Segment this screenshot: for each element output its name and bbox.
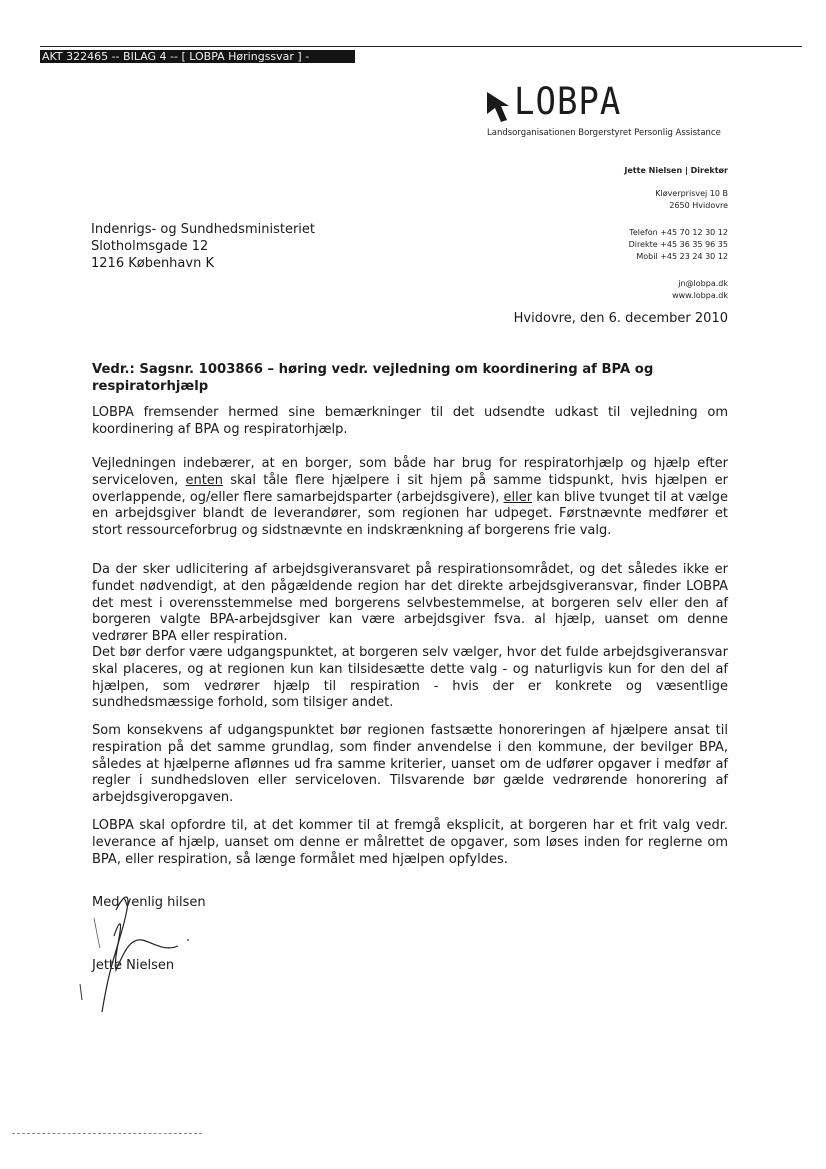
recipient-line-2: Slotholmsgade 12 (91, 239, 209, 254)
paragraph-6: LOBPA skal opfordre til, at det kommer til at fremgå eksplicit, at borgeren har et frit valg vedr. leverance af hjælp, uanset om denne er målrettet de opgaver, som løses inden for reglerne om BPA, eller respiration, så længe formålet med hjælpen opfyldes. (92, 818, 728, 867)
document-header-tag: AKT 322465 -- BILAG 4 -- [ LOBPA Høringssvar ] - (40, 50, 355, 63)
paragraph-2-part-a: Vejledningen indebærer, at en borger, som både har brug for respiratorhjælp og hjælp efter serviceloven, (92, 456, 728, 488)
sender-mobile: Mobil +45 23 24 30 12 (636, 252, 728, 261)
paragraph-2-part-b: skal tåle flere hjælpere i sit hjem på samme tidspunkt, hvis hjælpen er overlappende, og/eller flere samarbejdsparter (arbejdsgivere), (92, 472, 729, 505)
bottom-scan-line (12, 1133, 202, 1134)
sender-web[interactable]: www.lobpa.dk (672, 291, 728, 300)
sender-phone: Telefon +45 70 12 30 12 (629, 228, 728, 237)
logo-arrow-icon (487, 92, 511, 122)
paragraph-2 (92, 456, 728, 540)
paragraph-4: Det bør derfor være udgangspunktet, at borgeren selv vælger, hvor det fulde arbejdsgiveransvar skal placeres, og at regionen kun kan tilsidesætte dette valg - og naturligvis kun for den del af hjælpen, som vedrører hjælp til respiration - hvis der er konkrete og væsentlige sundhedsmæssige forhold, som tilsiger andet. (92, 645, 728, 711)
paragraph-2-emphasis-eller: eller (503, 489, 533, 505)
top-rule (40, 46, 802, 47)
signer-name: Jette Nielsen (92, 958, 175, 973)
sender-email[interactable]: jn@lobpa.dk (678, 279, 728, 288)
paragraph-1: LOBPA fremsender hermed sine bemærkninger til det udsendte udkast til vejledning om koordinering af BPA og respiratorhjælp. (92, 405, 728, 437)
sender-name-title: Jette Nielsen | Direktør (624, 166, 728, 175)
subject-line: Vedr.: Sagsnr. 1003866 – høring vedr. vejledning om koordinering af BPA og respiratorhjælp (92, 362, 654, 394)
recipient-line-3: 1216 København K (91, 256, 214, 271)
paragraph-3: Da der sker udlicitering af arbejdsgiveransvaret på respirationsområdet, og det således ikke er fundet nødvendigt, at den pågældende region har det direkte arbejdsgiveransvar, finder LOBPA det mest i overensstemmelse med borgerens selvbestemmelse, at borgeren selv eller den af borgeren valgte BPA-arbejdsgiver kan være arbejdsgiver fsva. al hjælp, uanset om denne vedrører BPA eller respiration. (92, 562, 728, 645)
date-line: Hvidovre, den 6. december 2010 (513, 311, 728, 326)
paragraph-2-part-c: kan blive tvunget til at vælge en arbejdsgiver blandt de leverandører, som regionen har udpeget. Førstnævnte medfører et stort ressourceforbrug og sidstnævnte en indskrænkning af borgerens frie valg. (92, 489, 728, 539)
sender-street: Kløverprisvej 10 B (655, 189, 728, 198)
paragraph-5: Som konsekvens af udgangspunktet bør regionen fastsætte honoreringen af hjælpere ansat til respiration på det samme grundlag, som finder anvendelse i den kommune, der bevilger BPA, således at hjælperne aflønnes ud fra samme kriterier, uanset om de udfører opgaver i medfør af regler i sundhedsloven eller serviceloven. Tilsvarende bør gælde vedrørende honorering af arbejdsgiveropgaven. (92, 723, 728, 806)
paragraph-2-emphasis-enten: enten (185, 472, 224, 488)
recipient-address (91, 221, 315, 272)
logo-subtitle: Landsorganisationen Borgerstyret Personlig Assistance (487, 128, 721, 138)
sender-direct: Direkte +45 36 35 96 35 (628, 240, 728, 249)
logo-wordmark: LOBPA (514, 80, 622, 124)
sender-city: 2650 Hvidovre (669, 201, 728, 210)
recipient-line-1: Indenrigs- og Sundhedsministeriet (91, 222, 315, 237)
closing-salutation: Med venlig hilsen (92, 895, 206, 910)
handwritten-signature (70, 888, 210, 1028)
